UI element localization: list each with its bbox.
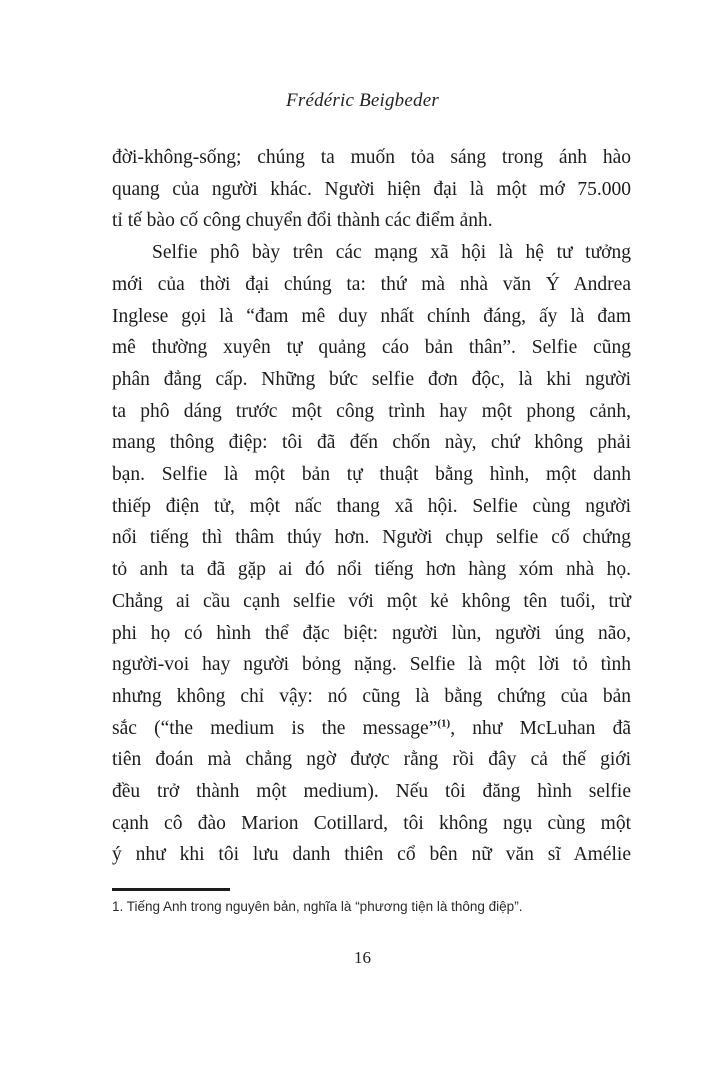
footnote-text: 1. Tiếng Anh trong nguyên bản, nghĩa là “phương tiện là thông điệp”. xyxy=(112,899,523,914)
body-line: đều trở thành một medium). Nếu tôi đăng hình selfie xyxy=(112,781,631,803)
body-line-text: , như McLuhan đã xyxy=(450,717,631,739)
body-line-text: sắc (“the medium is the message” xyxy=(112,717,438,739)
body-line: ý như khi tôi lưu danh thiên cổ bên nữ văn sĩ Amélie xyxy=(112,844,631,866)
body-line: thiếp điện tử, một nấc thang xã hội. Selfie cùng người xyxy=(112,495,631,517)
body-line: cạnh cô đào Marion Cotillard, tôi không ngụ cùng một xyxy=(112,812,631,834)
running-header-author: Frédéric Beigbeder xyxy=(286,90,439,111)
page-number: 16 xyxy=(354,948,371,967)
body-line: Selfie phô bày trên các mạng xã hội là hệ tư tưởng xyxy=(152,242,631,264)
body-line: phi họ có hình thể đặc biệt: người lùn, người úng não, xyxy=(112,622,631,644)
body-line: mới của thời đại chúng ta: thứ mà nhà văn Ý Andrea xyxy=(112,273,631,295)
body-line: mang thông điệp: tôi đã đến chốn này, chứ không phải xyxy=(112,432,631,454)
body-text-block xyxy=(112,142,631,871)
body-line: tỉ tế bào cố công chuyển đổi thành các điểm ảnh. xyxy=(112,210,493,232)
body-line xyxy=(112,713,631,745)
body-line: nổi tiếng thì thâm thúy hơn. Người chụp selfie cố chứng xyxy=(112,527,631,549)
body-line: tỏ anh ta đã gặp ai đó nổi tiếng hơn hàng xóm nhà họ. xyxy=(112,559,631,581)
footnote-divider xyxy=(112,888,230,891)
body-line: Inglese gọi là “đam mê duy nhất chính đáng, ấy là đam xyxy=(112,305,631,327)
body-line: Chẳng ai cầu cạnh selfie với một kẻ không tên tuổi, trừ xyxy=(112,590,631,612)
body-line: tiên đoán mà chẳng ngờ được rằng rồi đây cả thế giới xyxy=(112,749,631,771)
body-line: phân đẳng cấp. Những bức selfie đơn độc, là khi người xyxy=(112,368,631,390)
body-line: nhưng không chỉ vậy: nó cũng là bằng chứng của bản xyxy=(112,685,631,707)
body-line: ta phô dáng trước một công trình hay một phong cảnh, xyxy=(112,400,631,422)
body-line: đời-không-sống; chúng ta muốn tỏa sáng trong ánh hào xyxy=(112,147,631,168)
body-line: người-voi hay người bỏng nặng. Selfie là một lời tỏ tình xyxy=(112,654,631,676)
body-line: quang của người khác. Người hiện đại là một mớ 75.000 xyxy=(112,178,631,200)
body-line: bạn. Selfie là một bản tự thuật bằng hình, một danh xyxy=(112,464,631,486)
footnote-reference-marker: (1) xyxy=(437,717,451,730)
body-line: mê thường xuyên tự quảng cáo bản thân”. Selfie cũng xyxy=(112,337,631,359)
